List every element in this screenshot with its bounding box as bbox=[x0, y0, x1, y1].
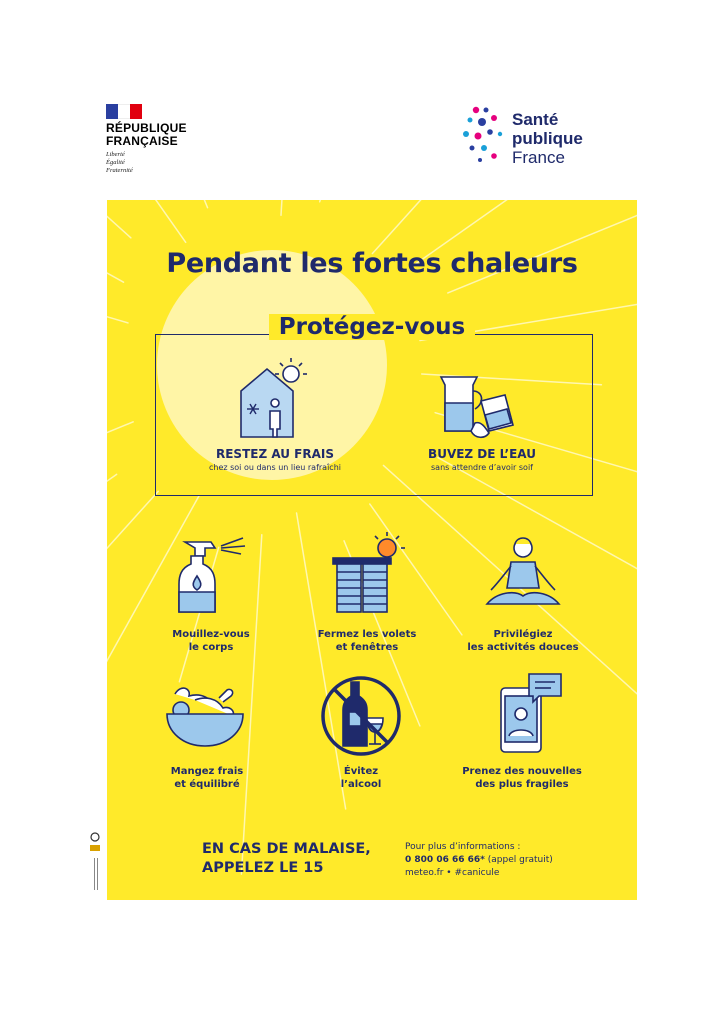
spf-line1: Santé bbox=[512, 110, 559, 129]
motto-liberte: Liberté bbox=[106, 151, 125, 158]
tip-line2: les activités douces bbox=[467, 642, 579, 653]
info-phone: 0 800 06 66 66* bbox=[405, 855, 485, 865]
tip-line1: Fermez les volets bbox=[317, 629, 417, 640]
sun-ray bbox=[107, 200, 186, 242]
sun-ray bbox=[448, 200, 637, 293]
meditation-person-icon bbox=[481, 534, 565, 614]
motto-egalite: Égalité bbox=[106, 159, 125, 166]
info-label: Pour plus d’informations : bbox=[405, 842, 521, 852]
french-flag-icon bbox=[106, 104, 142, 119]
tip-line2: l’alcool bbox=[340, 779, 382, 790]
spray-bottle-icon bbox=[171, 536, 251, 616]
main-tip-restez-au-frais bbox=[195, 447, 355, 473]
pitcher-glass-icon bbox=[433, 363, 517, 443]
tip-line2: le corps bbox=[188, 642, 234, 653]
sante-publique-france-logo bbox=[462, 104, 602, 174]
subtitle-text: Protégez-vous bbox=[269, 314, 475, 340]
tip-evitez-lalcool bbox=[301, 765, 421, 791]
tip-line2: et équilibré bbox=[174, 779, 240, 790]
poster-subtitle bbox=[107, 314, 637, 340]
main-tip-title: BUVEZ DE L’EAU bbox=[428, 447, 536, 461]
poster-title: Pendant les fortes chaleurs bbox=[166, 248, 578, 279]
no-alcohol-icon bbox=[319, 674, 403, 758]
tip-privilegiez bbox=[463, 628, 583, 654]
house-snowflake-icon bbox=[235, 353, 311, 439]
tip-line2: des plus fragiles bbox=[475, 779, 569, 790]
food-bowl-icon bbox=[165, 682, 245, 752]
rf-motto bbox=[106, 151, 216, 175]
info-block bbox=[405, 841, 553, 892]
sun-ray bbox=[372, 200, 492, 254]
phone-message-icon bbox=[495, 670, 565, 754]
sun-ray bbox=[107, 422, 133, 490]
tip-line1: Privilégiez bbox=[493, 629, 553, 640]
side-recycling-logos bbox=[88, 830, 102, 895]
poster bbox=[107, 200, 637, 900]
dots-logo-icon bbox=[462, 104, 512, 174]
republique-francaise-logo bbox=[106, 104, 216, 175]
sun-ray bbox=[107, 491, 158, 699]
main-tip-buvez-de-leau bbox=[397, 447, 567, 473]
emergency-line1: EN CAS DE MALAISE, bbox=[202, 841, 371, 857]
spf-line3: France bbox=[512, 148, 565, 167]
spf-line2: publique bbox=[512, 129, 583, 148]
sun-ray bbox=[320, 200, 399, 202]
rf-name-line1: RÉPUBLIQUE bbox=[106, 121, 187, 135]
spf-wordmark bbox=[512, 110, 583, 167]
info-web: meteo.fr • #canicule bbox=[405, 868, 500, 878]
sun-ray bbox=[107, 474, 117, 658]
motto-fraternite: Fraternité bbox=[106, 167, 133, 174]
tip-line2: et fenêtres bbox=[335, 642, 399, 653]
tip-line1: Prenez des nouvelles bbox=[462, 766, 582, 777]
main-tip-subtitle: chez soi ou dans un lieu rafraîchi bbox=[208, 463, 341, 472]
info-phone-line bbox=[405, 854, 553, 867]
main-tip-title: RESTEZ AU FRAIS bbox=[215, 447, 334, 461]
tip-prenez-des-nouvelles bbox=[447, 765, 597, 791]
tip-line1: Mouillez-vous bbox=[172, 629, 250, 640]
rf-name-line2: FRANÇAISE bbox=[106, 134, 178, 148]
emergency-line2: APPELEZ LE 15 bbox=[202, 860, 324, 876]
tip-mouillez-vous bbox=[151, 628, 271, 654]
tip-fermez-les-volets bbox=[307, 628, 427, 654]
tip-mangez-frais bbox=[147, 765, 267, 791]
info-phone-note: (appel gratuit) bbox=[487, 855, 553, 865]
main-tip-subtitle: sans attendre d’avoir soif bbox=[431, 463, 533, 472]
emergency-notice bbox=[202, 840, 371, 878]
window-shutters-icon bbox=[329, 532, 409, 616]
sun-ray bbox=[281, 200, 295, 215]
tip-line1: Mangez frais bbox=[170, 766, 244, 777]
sun-ray bbox=[107, 200, 131, 238]
fine-print bbox=[405, 883, 553, 892]
tip-line1: Évitez bbox=[343, 766, 379, 777]
